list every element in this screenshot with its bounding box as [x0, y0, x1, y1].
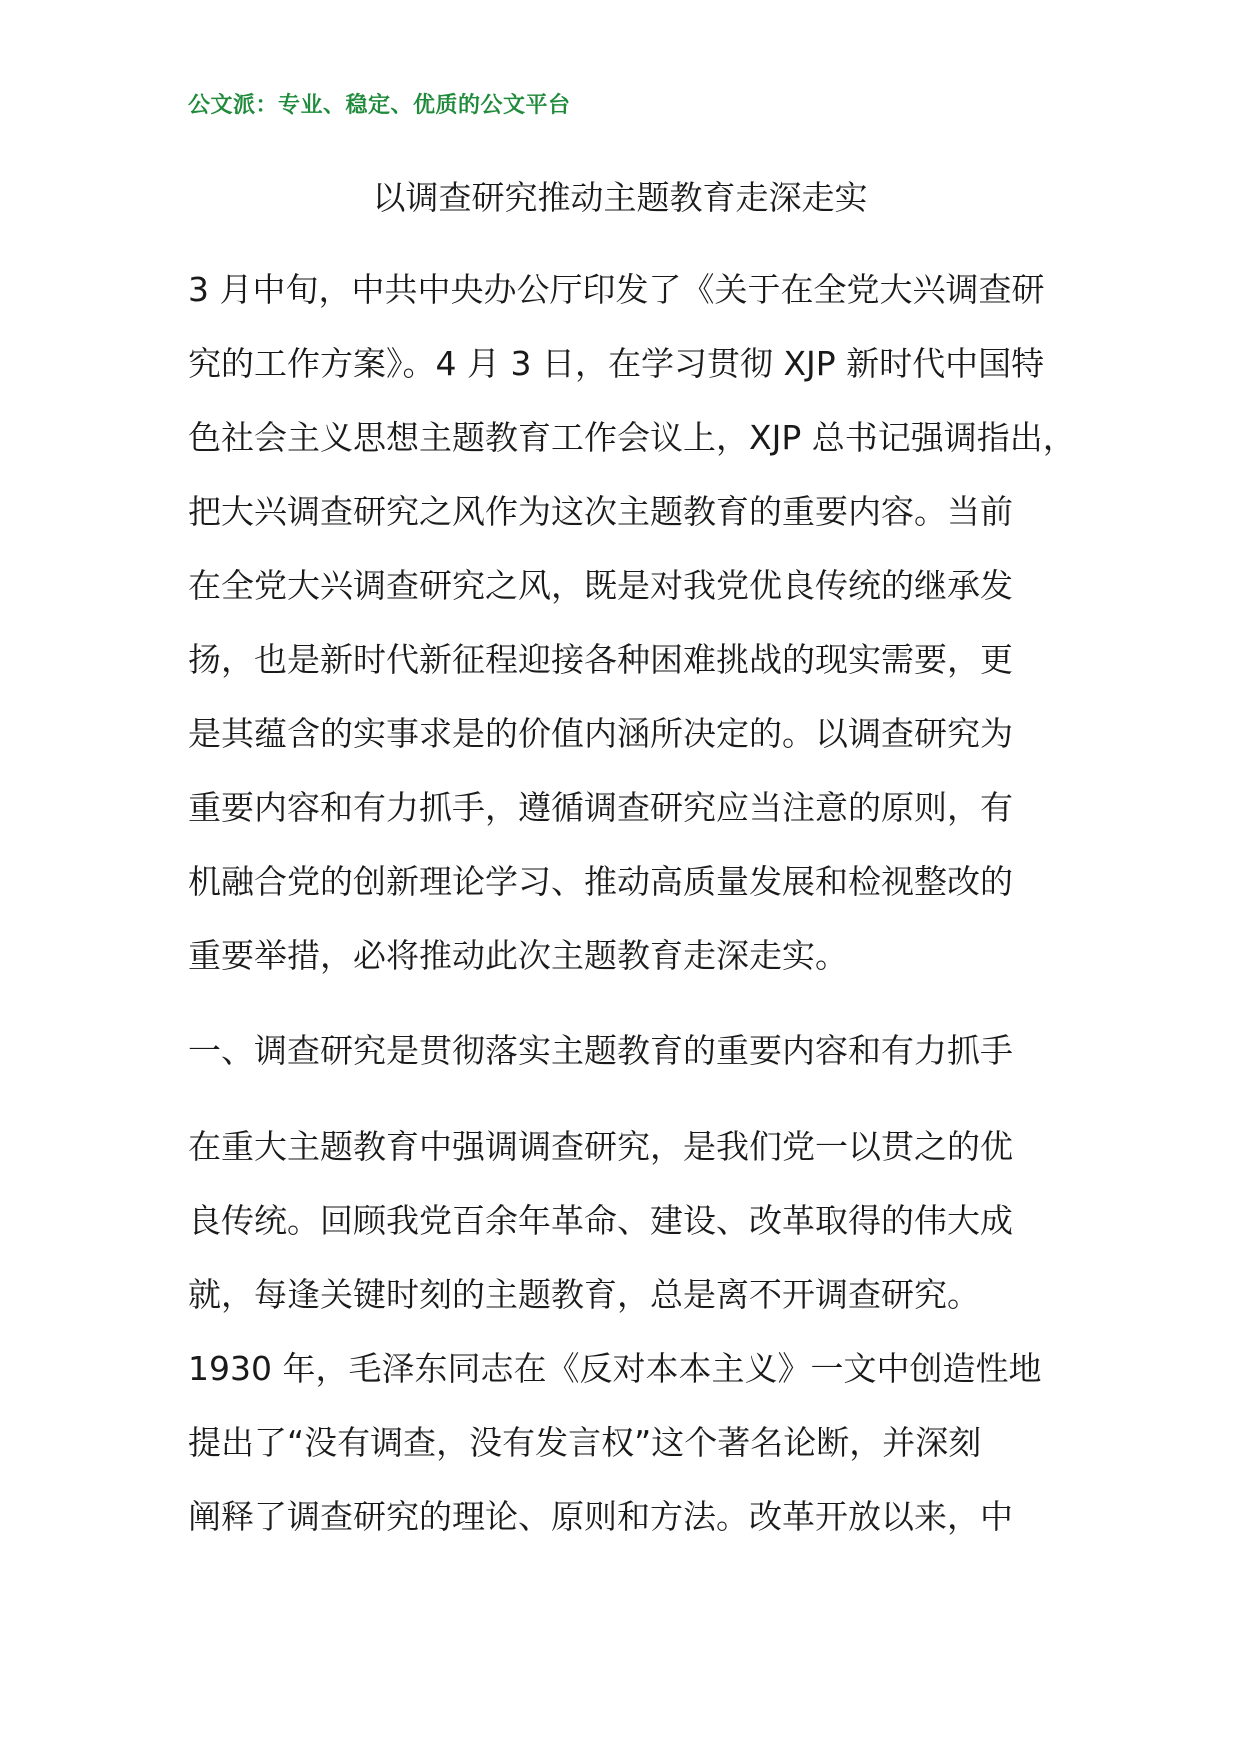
text-line: 机融合党的创新理论学习、推动高质量发展和检视整改的 — [188, 862, 1013, 901]
text-line: 在全党大兴调查研究之风，既是对我党优良传统的继承发 — [188, 566, 1013, 605]
text-line: 重要举措，必将推动此次主题教育走深走实。 — [188, 936, 848, 975]
text-line: 提出了“没有调查，没有发言权”这个著名论断，并深刻 — [188, 1423, 982, 1462]
text-line: 就，每逢关键时刻的主题教育，总是离不开调查研究。 — [188, 1275, 980, 1314]
document-title: 以调查研究推动主题教育走深走实 — [372, 178, 868, 217]
text-line: 是其蕴含的实事求是的价值内涵所决定的。以调查研究为 — [188, 714, 1013, 753]
paragraph-1 — [188, 253, 1088, 993]
text-line: 色社会主义思想主题教育工作会议上，XJP 总书记强调指出， — [188, 418, 1076, 457]
text-line: 阐释了调查研究的理论、原则和方法。改革开放以来，中 — [188, 1497, 1013, 1536]
text-line: 重要内容和有力抓手，遵循调查研究应当注意的原则，有 — [188, 788, 1013, 827]
paragraph-2 — [188, 1110, 1088, 1554]
text-line: 3 月中旬，中共中央办公厅印发了《关于在全党大兴调查研 — [188, 270, 1045, 309]
text-line: 良传统。回顾我党百余年革命、建设、改革取得的伟大成 — [188, 1201, 1013, 1240]
text-line: 在重大主题教育中强调调查研究，是我们党一以贯之的优 — [188, 1127, 1013, 1166]
section-heading-text: 一、调查研究是贯彻落实主题教育的重要内容和有力抓手 — [188, 1031, 1013, 1070]
text-line: 把大兴调查研究之风作为这次主题教育的重要内容。当前 — [188, 492, 1013, 531]
header-banner: 公文派：专业、稳定、优质的公文平台 — [188, 93, 571, 118]
text-line: 扬，也是新时代新征程迎接各种困难挑战的现实需要，更 — [188, 640, 1013, 679]
text-line: 1930 年，毛泽东同志在《反对本本主义》一文中创造性地 — [188, 1349, 1042, 1388]
text-line: 究的工作方案》。4 月 3 日，在学习贯彻 XJP 新时代中国特 — [188, 344, 1045, 383]
section-heading — [188, 1014, 1088, 1088]
